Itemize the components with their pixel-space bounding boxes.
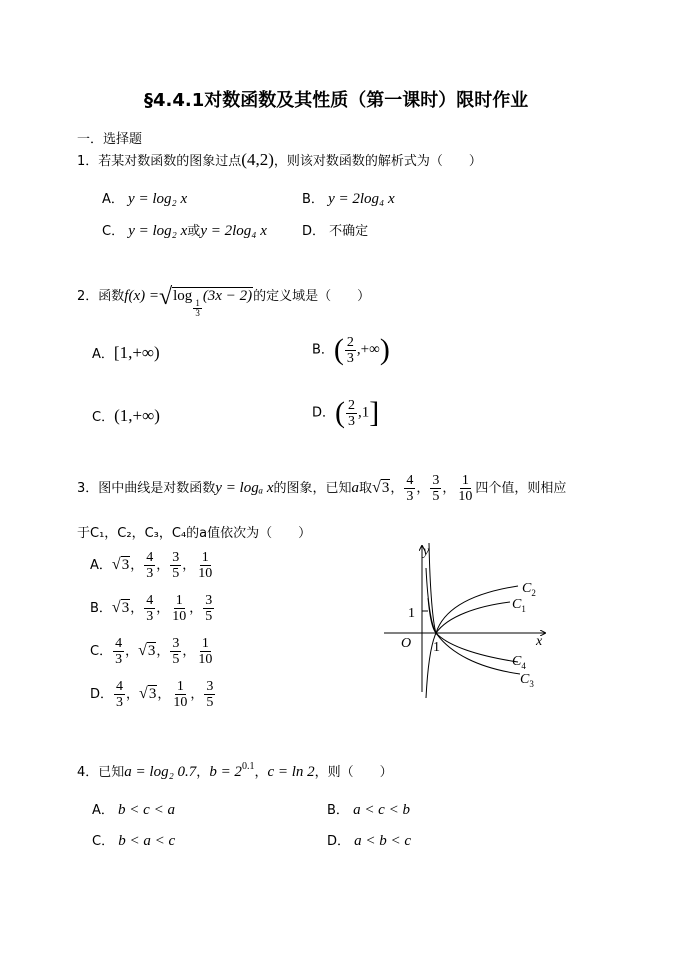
q3-option-b[interactable]: B．√3， $\frac{4}{3}$ ， $\frac{1}{10}$ ， $\frac{3}{5}$	[90, 593, 213, 624]
log-curves-graph	[378, 538, 553, 698]
origin-label: O	[401, 636, 412, 651]
question-4: 4．已知a = log₂ 0.7，$b = 2^{0.1}$，c = ln 2，则（ ）	[77, 761, 393, 780]
x-one-label: 1	[433, 640, 440, 655]
q2-option-a[interactable]: A．[1,+∞)	[92, 343, 160, 362]
question-1	[77, 150, 482, 170]
label-c1: $C_1$	[512, 597, 526, 614]
label-c2: $C_2$	[522, 581, 536, 598]
q1-option-b-expr: y = 2log₄ x	[328, 191, 395, 207]
curve-c2	[429, 543, 518, 633]
q4-option-a[interactable]: A． b < c < a	[92, 802, 175, 818]
q1-stem: 1．若某对数函数的图象过点	[77, 154, 242, 169]
q2-option-d[interactable]: D．( $\frac{2}{3}$ ,1]	[312, 396, 380, 429]
q2-func: f(x) =	[124, 288, 159, 304]
section-heading: 一．选择题	[77, 132, 143, 147]
label-c3: $C_3$	[520, 672, 534, 689]
y-axis-label: y	[423, 544, 430, 559]
q4-option-d[interactable]: D． a < b < c	[327, 833, 412, 849]
q1-option-a[interactable]: A． y = log₂ x	[102, 191, 188, 207]
q4-option-c[interactable]: C． b < a < c	[92, 833, 176, 849]
x-axis-label: x	[536, 634, 543, 649]
question-3: 3．图中曲线是对数函数y = logₐ x的图象，已知a取√3， $\frac{4}{3}$ ， $\frac{3}{5}$ ， $\frac{1}{10}$ 四个值，则相应	[77, 473, 567, 504]
q3-option-a[interactable]: A．√3， $\frac{4}{3}$ ， $\frac{3}{5}$ ， $\frac{1}{10}$	[90, 550, 213, 581]
question-2: 2．函数f(x) =√log $\frac{1}{3}$ (3x − 2)的定义域是（ ）	[77, 284, 371, 318]
question-3-line2: 于C₁，C₂，C₃，C₄的a值依次为（ ）	[77, 526, 312, 541]
q1-option-b[interactable]: B． y = 2log₄ x	[302, 191, 395, 207]
q3-option-d[interactable]: D． $\frac{4}{3}$ ，√3， $\frac{1}{10}$ ， $\frac{3}{5}$	[90, 679, 214, 710]
q2-option-c[interactable]: C．(1,+∞)	[92, 406, 160, 425]
q1-option-d[interactable]: D． 不确定	[302, 224, 369, 239]
q1-option-c[interactable]: C． y = log₂ x或y = 2log₄ x	[102, 223, 267, 239]
q1-stem-suffix: ，则该对数函数的解析式为（ ）	[273, 154, 482, 169]
y-one-label: 1	[408, 606, 415, 621]
q2-option-b[interactable]: B．( $\frac{2}{3}$ ,+∞)	[312, 333, 390, 366]
curve-c3	[426, 633, 520, 698]
q1-option-a-expr: y = log₂ x	[128, 191, 188, 207]
curve-c4	[428, 598, 518, 662]
q1-point: (4,2)	[241, 150, 274, 169]
label-c4: $C_4$	[512, 654, 526, 671]
q4-option-b[interactable]: B． a < c < b	[327, 802, 410, 818]
q3-option-c[interactable]: C． $\frac{4}{3}$ ，√3， $\frac{3}{5}$ ， $\frac{1}{10}$	[90, 636, 213, 667]
page-title: §4.4.1对数函数及其性质（第一课时）限时作业	[144, 90, 529, 111]
